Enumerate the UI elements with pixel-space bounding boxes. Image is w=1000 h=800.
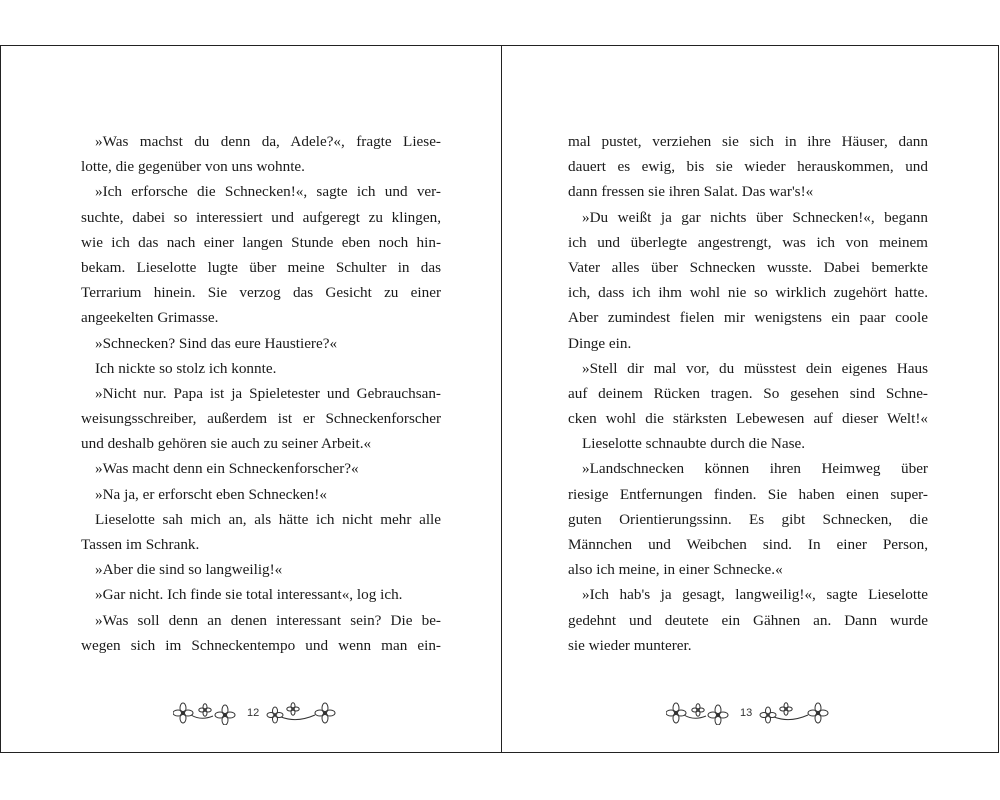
text-line: angeekelten Grimasse. [81, 309, 219, 327]
text-line: also ich meine, in einer Schnecke.« [568, 561, 783, 579]
page-footer-left [173, 698, 353, 728]
text-line: bekam. Lieselotte lugte über meine Schulter in das [81, 258, 441, 276]
text-line: »Was machst du denn da, Adele?«, fragte Liese- [95, 133, 441, 150]
text-line: ich und überlegte angestrengt, was ich von meinem [568, 233, 928, 251]
right-page [568, 129, 928, 658]
text-line: »Ich hab's ja gesagt, langweilig!«, sagte Lieselotte [582, 586, 928, 604]
page-number: 13 [740, 707, 753, 719]
left-page [81, 129, 441, 658]
flower-ornament-icon [666, 701, 736, 725]
flower-ornament-icon [173, 701, 243, 725]
text-line: suchte, dabei so interessiert und aufgeregt zu klingen, [81, 208, 441, 226]
book-spread [0, 45, 999, 753]
text-line: Ich nickte so stolz ich konnte. [95, 359, 277, 377]
text-line: sie wieder munterer. [568, 636, 692, 654]
text-line: und deshalb gehören sie auch zu seiner Arbeit.« [81, 435, 372, 453]
page-number: 12 [247, 707, 260, 719]
text-line: wie ich das nach einer langen Stunde eben noch hin- [81, 233, 441, 251]
text-line: »Ich erforsche die Schnecken!«, sagte ich und ver- [95, 183, 441, 201]
text-line: lotte, die gegenüber von uns wohnte. [81, 158, 305, 176]
text-line: auf deinem Rücken tragen. So gesehen sind Schne- [568, 384, 928, 402]
page-footer-right [666, 698, 846, 728]
text-line: Dinge ein. [568, 334, 632, 352]
text-line: ich, dass ich ihm wohl nie so wirklich zugehört hatte. [568, 284, 928, 302]
text-line: dauert es ewig, bis sie wieder herauskommen, und [568, 158, 928, 176]
text-line: Aber zumindest fielen mir wenigstens ein paar coole [568, 309, 928, 327]
text-line: »Schnecken? Sind das eure Haustiere?« [95, 334, 338, 352]
text-line: »Nicht nur. Papa ist ja Spieletester und Gebrauchsan- [95, 384, 441, 402]
text-line: dann fressen sie ihren Salat. Das war's!« [568, 183, 814, 201]
text-line: »Gar nicht. Ich finde sie total interessant«, log ich. [95, 586, 403, 604]
flower-ornament-icon [263, 701, 353, 725]
text-line: gedehnt und deutete ein Gähnen an. Dann wurde [568, 611, 928, 629]
text-line: Männchen und Weibchen sind. In einer Person, [568, 536, 928, 553]
text-line: »Was soll denn an denen interessant sein? Die be- [95, 611, 441, 629]
text-line: »Du weißt ja gar nichts über Schnecken!«, begann [582, 208, 928, 226]
text-line: »Was macht denn ein Schneckenforscher?« [95, 460, 359, 478]
text-line: weisungsschreiber, außerdem ist er Schneckenforscher [81, 410, 441, 428]
text-line: guten Orientierungssinn. Es gibt Schnecken, die [568, 510, 928, 528]
text-line: »Stell dir mal vor, du müsstest dein eigenes Haus [582, 359, 928, 377]
text-line: Vater alles über Schnecken wusste. Dabei bemerkte [568, 258, 928, 276]
page-divider [501, 46, 502, 752]
text-line: Terrarium hinein. Sie verzog das Gesicht zu einer [81, 284, 441, 302]
flower-ornament-icon [756, 701, 846, 725]
text-line: mal pustet, verziehen sie sich in ihre Häuser, dann [568, 133, 928, 150]
text-line: »Aber die sind so langweilig!« [95, 561, 283, 579]
text-line: Lieselotte sah mich an, als hätte ich nicht mehr alle [95, 510, 441, 528]
text-line: cken wohl die stärksten Lebewesen auf dieser Welt!« [568, 410, 928, 428]
text-line: Lieselotte schnaubte durch die Nase. [582, 435, 806, 453]
text-line: Tassen im Schrank. [81, 536, 200, 553]
text-line: wegen sich im Schneckentempo und wenn man ein- [81, 636, 441, 654]
text-line: riesige Entfernungen finden. Sie haben einen super- [568, 485, 928, 503]
text-line: »Landschnecken können ihren Heimweg über [582, 460, 928, 478]
text-line: »Na ja, er erforscht eben Schnecken!« [95, 485, 327, 503]
